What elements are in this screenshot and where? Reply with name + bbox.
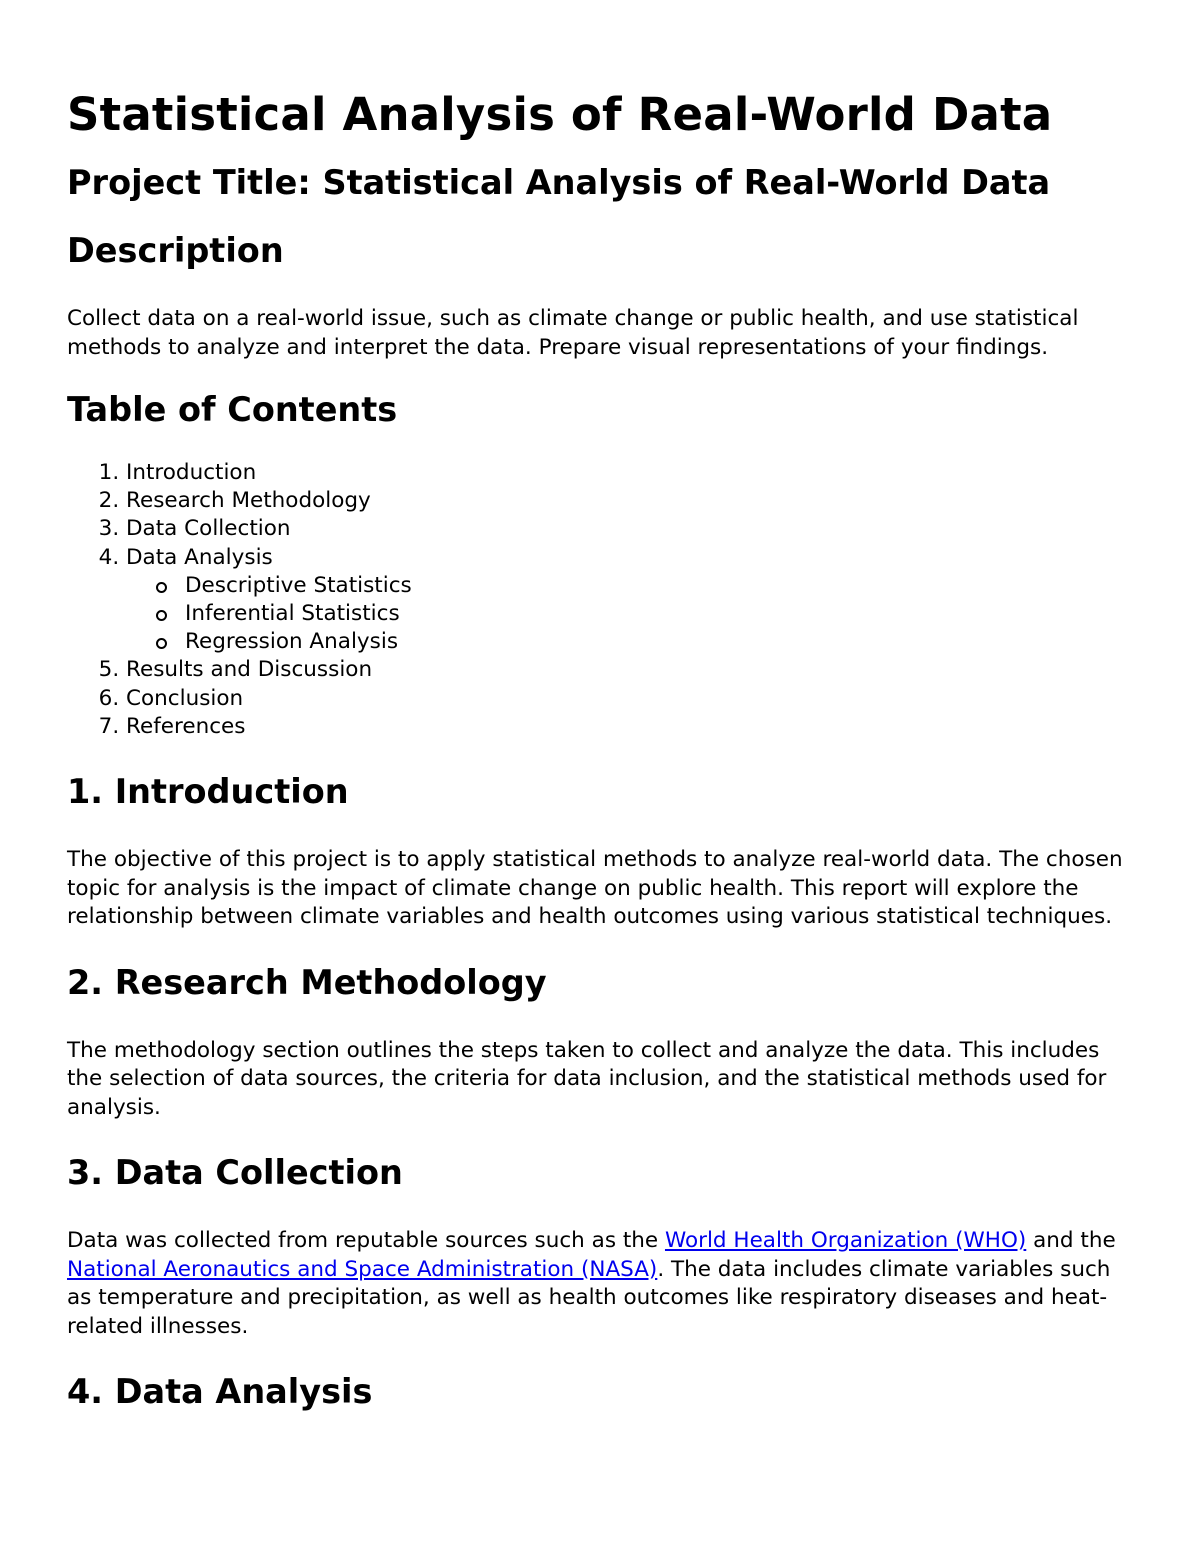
toc-item-conclusion: 6. Conclusion — [126, 685, 1134, 713]
nasa-link[interactable]: National Aeronautics and Space Administration (NASA) — [67, 1256, 658, 1282]
toc-sublist — [126, 572, 1134, 657]
toc-item-references: 7. References — [126, 713, 1134, 741]
table-of-contents — [67, 459, 1134, 741]
toc-item-data-analysis: 4. Data Analysis Descriptive Statistics Inferential Statistics Regression Analysis — [126, 544, 1134, 657]
toc-item-introduction: 1. Introduction — [126, 459, 1134, 487]
document-title: Statistical Analysis of Real-World Data — [67, 88, 1053, 141]
introduction-heading: 1. Introduction — [67, 772, 349, 812]
data-collection-text: Data was collected from reputable sources such as the World Health Organization (WHO) and the National Aeronautics and Space Administration (NASA). The data includes climate variables such as temperature and precipitation, as well as health outcomes like respiratory diseases and heat-related illnesses. — [67, 1228, 1116, 1339]
circle-bullet-icon — [156, 582, 167, 593]
project-title: Project Title: Statistical Analysis of Real-World Data — [67, 163, 1051, 202]
description-heading: Description — [67, 231, 284, 270]
introduction-text: The objective of this project is to apply statistical methods to analyze real-world data. The chosen topic for analysis is the impact of climate change on public health. This report will explore the relationship between climate variables and health outcomes using various statistical techniques. — [67, 847, 1123, 930]
toc-item-data-collection: 3. Data Collection — [126, 515, 1134, 543]
toc-subitem-inferential-statistics: Inferential Statistics — [185, 600, 1134, 628]
who-link[interactable]: World Health Organization (WHO) — [664, 1228, 1027, 1254]
toc-heading: Table of Contents — [67, 390, 398, 429]
toc-item-research-methodology: 2. Research Methodology — [126, 487, 1134, 515]
data-collection-heading: 3. Data Collection — [67, 1153, 403, 1193]
toc-item-results-and-discussion: 5. Results and Discussion — [126, 656, 1134, 684]
circle-bullet-icon — [156, 638, 167, 649]
research-methodology-text: The methodology section outlines the steps taken to collect and analyze the data. This includes the selection of data sources, the criteria for data inclusion, and the statistical methods used for analysis. — [67, 1037, 1107, 1120]
data-analysis-heading: 4. Data Analysis — [67, 1372, 373, 1412]
description-text: Collect data on a real-world issue, such as climate change or public health, and use statistical methods to analyze and interpret the data. Prepare visual representations of your findings. — [67, 306, 1079, 360]
toc-subitem-descriptive-statistics: Descriptive Statistics — [185, 572, 1134, 600]
circle-bullet-icon — [156, 610, 167, 621]
toc-subitem-regression-analysis: Regression Analysis — [185, 628, 1134, 656]
research-methodology-heading: 2. Research Methodology — [67, 962, 547, 1002]
